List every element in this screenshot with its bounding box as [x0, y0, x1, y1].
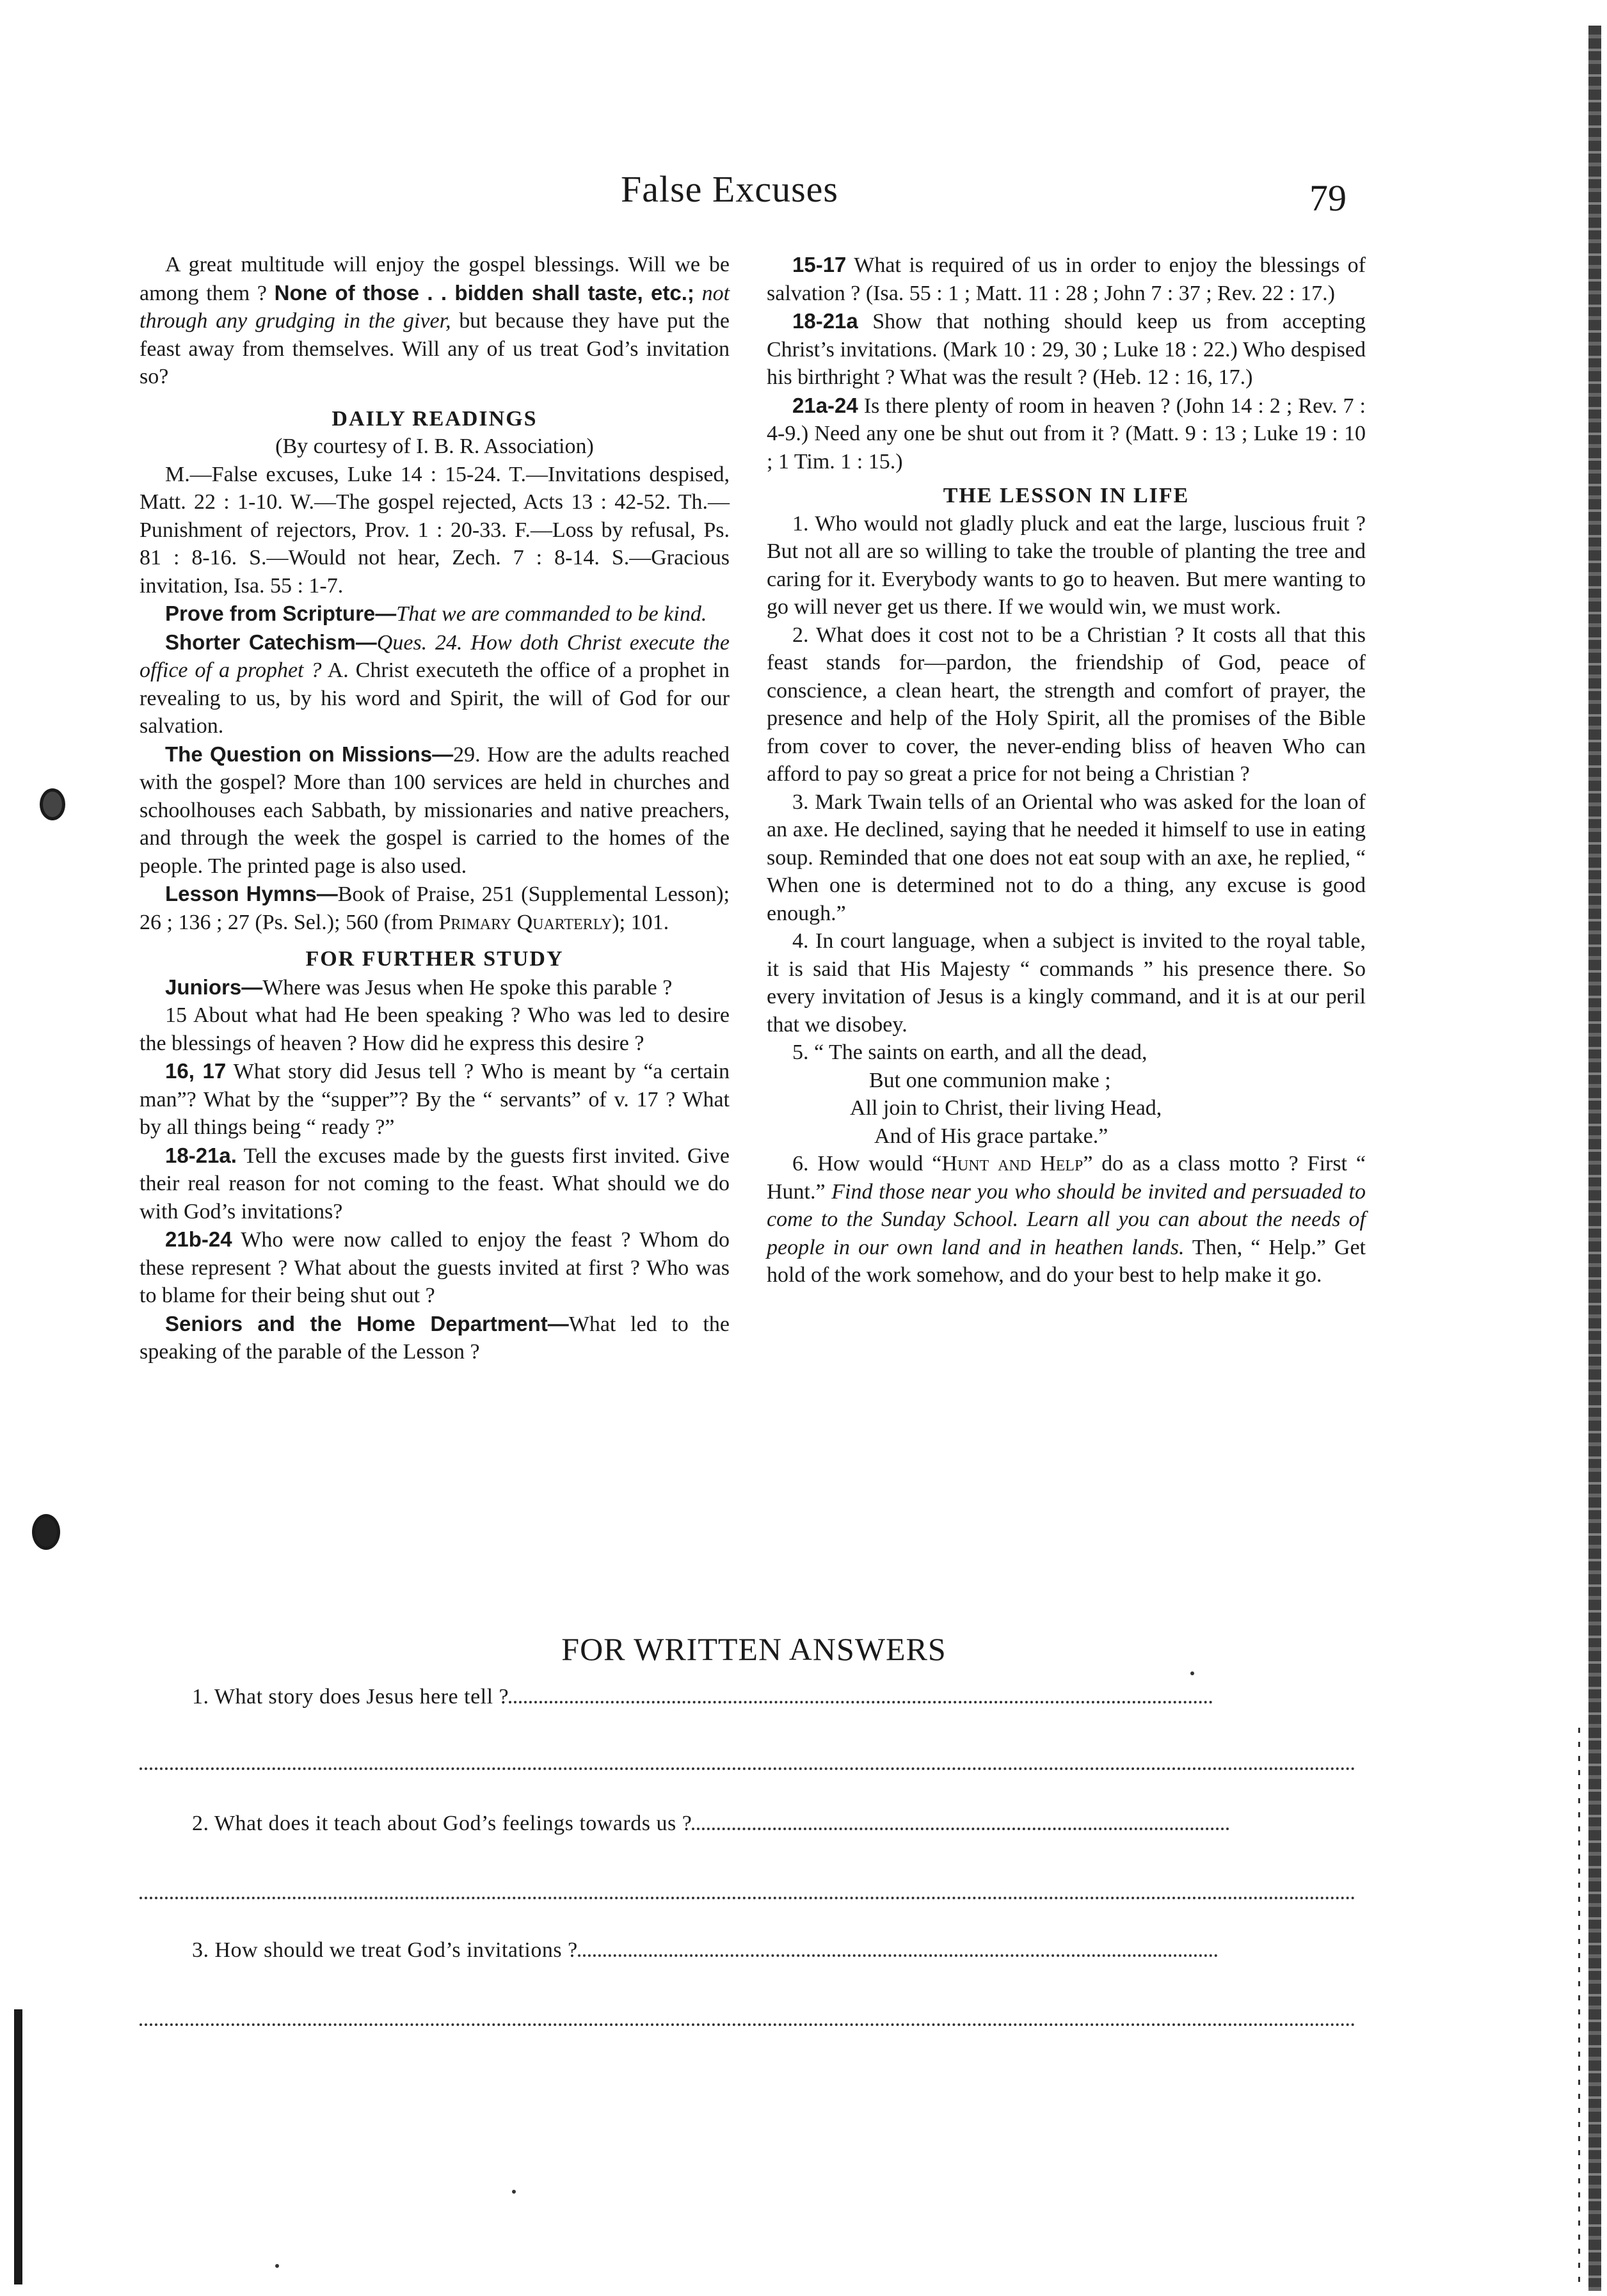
prove-from-scripture: Prove from Scripture—That we are commanded to be kind. — [165, 602, 707, 626]
intro-paragraph: A great multitude will enjoy the gospel blessings. Will we be among them ? None of those . . bidden shall taste, etc.; not through any grudging in the giver, but because they have put the feast away from themselves. Will any of us treat God’s invitation so? — [140, 253, 730, 388]
further-study-item: 15 About what had He been speaking ? Who was led to desire the blessings of heaven ? How did he express this desire ? — [140, 1003, 730, 1055]
further-study-item: 16, 17 What story did Jesus tell ? Who is meant by “a certain man”? What by the “supper”? By the “ servants” of v. 17 ? What by all things being “ ready ?” — [140, 1059, 730, 1139]
right-column — [767, 251, 1366, 1289]
answer-line[interactable] — [140, 2023, 1355, 2026]
question-on-missions: The Question on Missions—29. How are the adults reached with the gospel? More than 100 services are held in churches and schoolhouses each Sabbath, by missionaries and native preachers, and through the week the gospel is carried to the homes of the people. The printed page is also used. — [140, 742, 730, 878]
further-study-item: 18-21a. Tell the excuses made by the guests first invited. Give their real reason for not coming to the feast. What should we do with God’s invitations? — [140, 1143, 730, 1224]
seniors-question: Seniors and the Home Department—What led to the speaking of the parable of the Lesson ? — [140, 1311, 730, 1364]
lesson-paragraph: 3. Mark Twain tells of an Oriental who was asked for the loan of an axe. He declined, saying that he needed it himself to use in eating soup. Reminded that one does not eat soup with an axe, he replied, “ When one is determined not to do a thing, any excuse is good enough.” — [767, 790, 1366, 925]
senior-study-item: 18-21a Show that nothing should keep us from accepting Christ’s invitations. (Mark 10 : 29, 30 ; Luke 18 : 22.) Who despised his birthright ? What was the result ? (Heb. 12 : 16, 17.) — [767, 309, 1366, 389]
scan-edge-left — [14, 2009, 22, 2284]
lesson-hymns: Lesson Hymns—Book of Praise, 251 (Supplemental Lesson); 26 ; 136 ; 27 (Ps. Sel.); 560 (from Primary Quarterly); 101. — [140, 882, 730, 934]
answer-line[interactable] — [578, 1948, 1218, 1957]
lesson-in-life-heading: THE LESSON IN LIFE — [943, 484, 1190, 507]
page-number: 79 — [1309, 177, 1347, 219]
answer-line[interactable] — [140, 1767, 1355, 1770]
further-study-heading: FOR FURTHER STUDY — [305, 947, 564, 971]
lesson-paragraph: 6. How would “Hunt and Help” do as a class motto ? First “ Hunt.” Find those near you who should be invited and persuaded to come to the Sunday School. Learn all you can about the needs of people in our own land and in heathen lands. Then, “ Help.” Get hold of the work somehow, and do your best to help make it go. — [767, 1152, 1366, 1287]
running-title: False Excuses — [621, 168, 838, 210]
hymn-verse: 5. “ The saints on earth, and all the dead, But one communion make ; All join to Christ, their living Head, And of His grace partake.” — [792, 1040, 1162, 1148]
written-question: 1. What story does Jesus here tell ? — [140, 1682, 1355, 1712]
lesson-paragraph: 2. What does it cost not to be a Christian ? It costs all that this feast stands for—pardon, the friendship of God, peace of conscience, a clean heart, the strength and comfort of prayer, the presence and help of the Holy Spirit, all the promises of the Bible from cover to cover, the never-ending bliss of heaven Who can afford to pay so great a price for not being a Christian ? — [767, 623, 1366, 786]
speck — [1190, 1671, 1194, 1675]
left-column — [140, 251, 730, 1366]
daily-readings-courtesy: (By courtesy of I. B. R. Association) — [275, 434, 594, 458]
written-answers-title: FOR WRITTEN ANSWERS — [561, 1631, 947, 1667]
answer-line[interactable] — [140, 1897, 1355, 1899]
answer-line[interactable] — [509, 1694, 1213, 1703]
senior-study-item: 21a-24 Is there plenty of room in heaven ? (John 14 : 2 ; Rev. 7 : 4-9.) Need any one be shut out from it ? (Matt. 9 : 13 ; Luke 19 : 10 ; 1 Tim. 1 : 15.) — [767, 393, 1366, 474]
speck — [512, 2190, 516, 2194]
shorter-catechism: Shorter Catechism—Ques. 24. How doth Christ execute the office of a prophet ? A. Christ executeth the office of a prophet in revealing to us, by his word and Spirit, the will of God for our salvation. — [140, 630, 730, 738]
binding-hole-mark — [40, 788, 65, 820]
lesson-paragraph: 4. In court language, when a subject is invited to the royal table, it is said that His Majesty “ commands ” his presence there. So every invitation of Jesus is a kingly command, and it is at our peril that we disobey. — [767, 929, 1366, 1037]
senior-study-item: 15-17 What is required of us in order to enjoy the blessings of salvation ? (Isa. 55 : 1 ; Matt. 11 : 28 ; John 7 : 37 ; Rev. 22 : 17.) — [767, 253, 1366, 305]
further-study-item: 21b-24 Who were now called to enjoy the feast ? Whom do these represent ? What about the guests invited at first ? Who was to blame for their being shut out ? — [140, 1227, 730, 1307]
answer-line[interactable] — [692, 1821, 1229, 1830]
written-question: 2. What does it teach about God’s feelings towards us ? — [140, 1808, 1355, 1839]
binding-hole-mark — [32, 1514, 60, 1550]
juniors-question: Juniors—Where was Jesus when He spoke this parable ? — [165, 975, 673, 1000]
daily-readings-heading: DAILY READINGS — [332, 406, 538, 431]
scan-edge-right — [1588, 26, 1601, 2291]
speck — [275, 2264, 279, 2268]
written-question: 3. How should we treat God’s invitations ? — [140, 1935, 1355, 1966]
scan-edge-right-thin — [1578, 1728, 1580, 2291]
daily-readings-text: M.—False excuses, Luke 14 : 15-24. T.—Invitations despised, Matt. 22 : 1-10. W.—The gospel rejected, Acts 13 : 42-52. Th.—Punishment of rejectors, Prov. 1 : 20-33. F.—Loss by refusal, Ps. 81 : 8-16. S.—Would not hear, Zech. 7 : 8-14. S.—Gracious invitation, Isa. 55 : 1-7. — [140, 462, 730, 598]
lesson-paragraph: 1. Who would not gladly pluck and eat the large, luscious fruit ? But not all are so willing to take the trouble of planting the tree and caring for it. Everybody wants to go to heaven. But mere wanting to go will never get us there. If we would win, we must work. — [767, 511, 1366, 619]
